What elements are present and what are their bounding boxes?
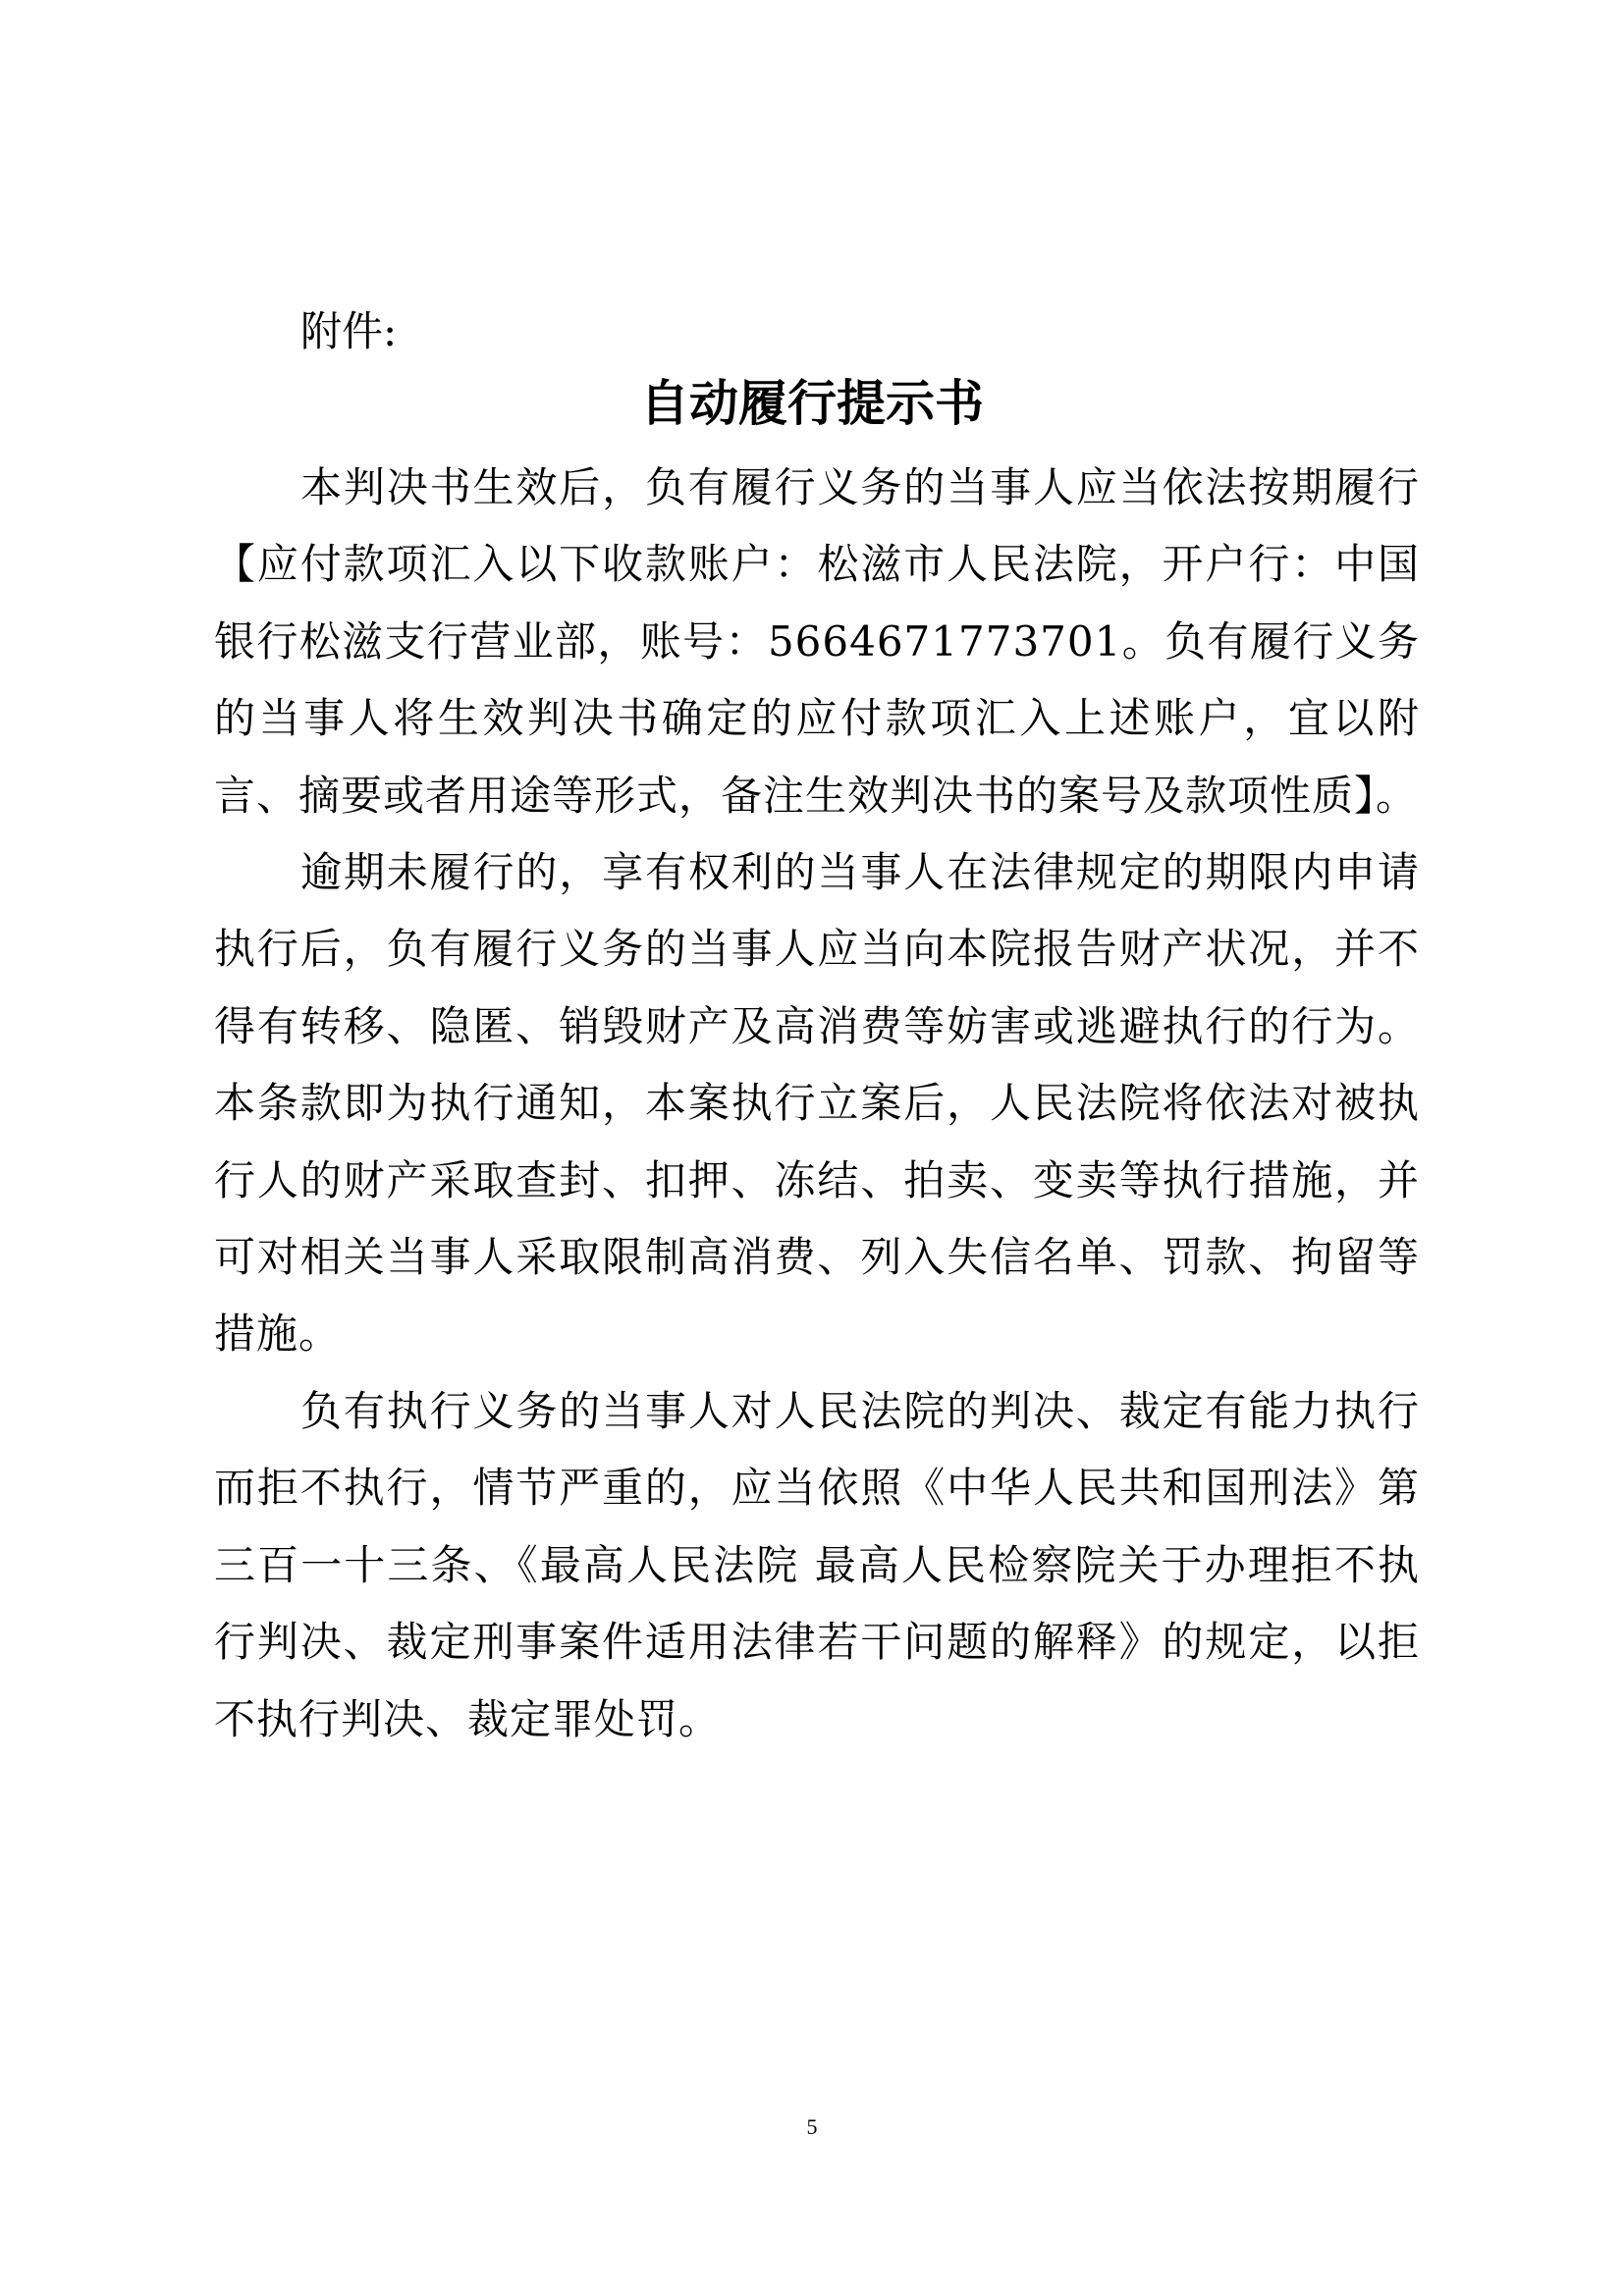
paragraph-criminal-liability: 负有执行义务的当事人对人民法院的判决、裁定有能力执行而拒不执行，情节严重的，应当依照《中华人民共和国刑法》第三百一十三条、《最高人民法院 最高人民检察院关于办理拒不执行判决、裁定刑事案件适用法律若干问题的解释》的规定，以拒不执行判决、裁定罪处罚。 — [214, 1386, 1420, 1743]
attachment-label: 附件: — [300, 307, 398, 355]
document-body — [214, 450, 1420, 1758]
document-title: 自动履行提示书 — [640, 374, 984, 432]
paragraph-enforcement-notice: 逾期未履行的，享有权利的当事人在法律规定的期限内申请执行后，负有履行义务的当事人应当向本院报告财产状况，并不得有转移、隐匿、销毁财产及高消费等妨害或逃避执行的行为。本条款即为执行通知，本案执行立案后，人民法院将依法对被执行人的财产采取查封、扣押、冻结、拍卖、变卖等执行措施，并可对相关当事人采取限制高消费、列入失信名单、罚款、拘留等措施。 — [214, 848, 1420, 1359]
page-number: 5 — [806, 2114, 818, 2139]
paragraph-payment-instructions: 本判决书生效后，负有履行义务的当事人应当依法按期履行【应付款项汇入以下收款账户：松滋市人民法院，开户行：中国银行松滋支行营业部，账号：5664671773701。负有履行义务的当事人将生效判决书确定的应付款项汇入上述账户，宜以附言、摘要或者用途等形式，备注生效判决书的案号及款项性质】。 — [214, 463, 1420, 820]
